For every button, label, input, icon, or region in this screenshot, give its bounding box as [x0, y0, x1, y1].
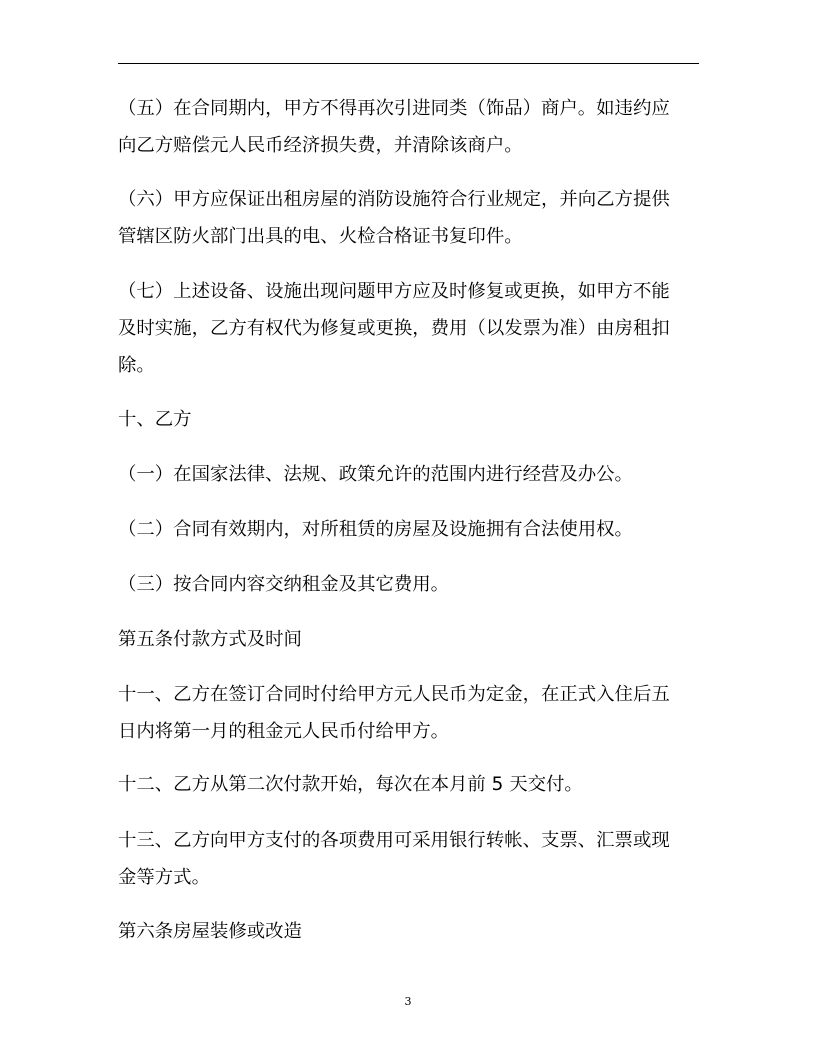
- text-line: （六）甲方应保证出租房屋的消防设施符合行业规定，并向乙方提供: [118, 189, 670, 210]
- paragraph-clause-11: [118, 676, 699, 750]
- paragraph-tenant-1: [118, 456, 699, 493]
- text-line: 第五条付款方式及时间: [118, 629, 302, 650]
- header-rule: [118, 63, 699, 64]
- text-line: 十三、乙方向甲方支付的各项费用可采用银行转帐、支票、汇票或现: [118, 830, 670, 851]
- text-line: 第六条房屋装修或改造: [118, 921, 302, 942]
- text-line: （七）上述设备、设施出现问题甲方应及时修复或更换，如甲方不能: [118, 281, 670, 302]
- text-line: 除。: [118, 355, 155, 376]
- text-line: 十一、乙方在签订合同时付给甲方元人民币为定金，在正式入住后五: [118, 684, 670, 705]
- text-line: 管辖区防火部门出具的电、火检合格证书复印件。: [118, 226, 523, 247]
- article-heading-renovation: [118, 913, 699, 950]
- text-line: （五）在合同期内，甲方不得再次引进同类（饰品）商户。如违约应: [118, 98, 670, 119]
- text-line: （一）在国家法律、法规、政策允许的范围内进行经营及办公。: [118, 464, 633, 485]
- paragraph-clause-13: [118, 822, 699, 896]
- text-line: 及时实施，乙方有权代为修复或更换，费用（以发票为准）由房租扣: [118, 318, 670, 339]
- text-line: 十、乙方: [118, 409, 192, 430]
- paragraph-tenant-2: [118, 511, 699, 548]
- paragraph-clause-7: [118, 273, 699, 384]
- text-line: （三）按合同内容交纳租金及其它费用。: [118, 574, 450, 595]
- paragraph-clause-6: [118, 181, 699, 255]
- paragraph-clause-5: [118, 90, 699, 164]
- text-line: 向乙方赔偿元人民币经济损失费，并清除该商户。: [118, 135, 523, 156]
- paragraph-tenant-3: [118, 566, 699, 603]
- paragraph-clause-12: [118, 766, 699, 803]
- text-line: 金等方式。: [118, 867, 210, 888]
- text-line: 十二、乙方从第二次付款开始，每次在本月前 5 天交付。: [118, 774, 583, 795]
- page-number: 3: [404, 995, 412, 1008]
- text-line: 日内将第一月的租金元人民币付给甲方。: [118, 721, 450, 742]
- text-line: （二）合同有效期内，对所租赁的房屋及设施拥有合法使用权。: [118, 519, 633, 540]
- section-heading-tenant: [118, 401, 699, 438]
- article-heading-payment: [118, 621, 699, 658]
